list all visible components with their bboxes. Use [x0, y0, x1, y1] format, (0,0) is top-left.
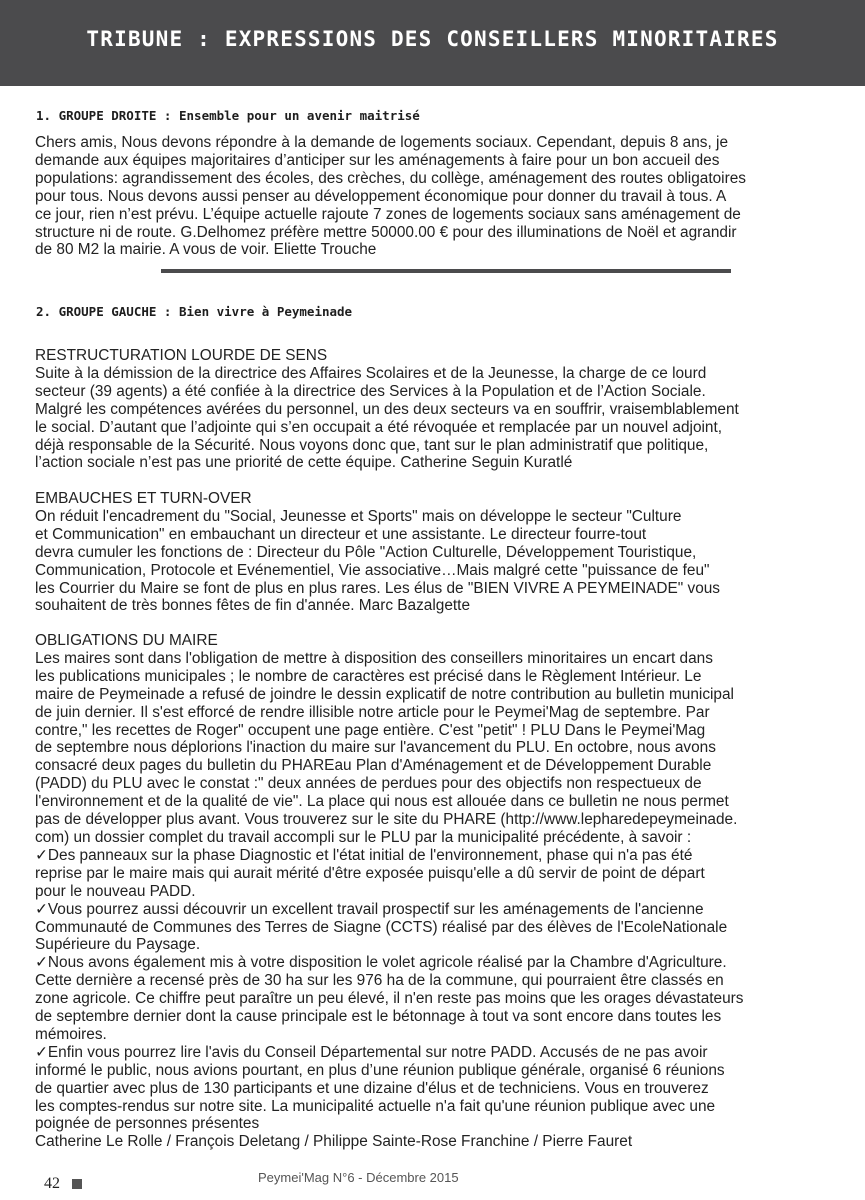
text-line: Chers amis, Nous devons répondre à la demande de logements sociaux. Cependant, depuis 8 ans, je	[35, 134, 728, 151]
text-line: Les maires sont dans l'obligation de mettre à disposition des conseillers minoritaires un encart dans	[35, 649, 713, 667]
text-line: EMBAUCHES ET TURN-OVER	[35, 490, 252, 507]
page-number: 42	[44, 1175, 60, 1192]
text-line: On réduit l'encadrement du "Social, Jeunesse et Sports" mais on développe le secteur "Culture	[35, 507, 682, 525]
text-line: ✓Enfin vous pourrez lire l'avis du Conseil Départemental sur notre PADD. Accusés de ne pas avoir	[35, 1043, 708, 1061]
text-line: structure ni de route. G.Delhomez préfère mettre 50000.00 € pour des illuminations de Noël et agrandir	[35, 223, 737, 241]
text-line: reprise par le maire mais qui aurait mérité d'être exposée puisqu'elle a dû servir de point de départ	[35, 864, 705, 882]
text-line: secteur (39 agents) a été confiée à la directrice des Services à la Population et de l’Action Sociale.	[35, 382, 706, 400]
text-line: les publications municipales ; le nombre de caractères est précisé dans le Règlement Intérieur. Le	[35, 667, 702, 685]
section-divider	[161, 269, 731, 273]
section2-heading: 2. GROUPE GAUCHE : Bien vivre à Peymeinade	[36, 304, 353, 319]
text-line: ce jour, rien n’est prévu. L’équipe actuelle rajoute 7 zones de logements sociaux sans aménagement de	[35, 205, 741, 223]
text-line: com) un dossier complet du travail accompli sur le PLU par la municipalité précédente, à savoir :	[35, 828, 692, 846]
text-line: Catherine Le Rolle / François Deletang / Philippe Sainte-Rose Franchine / Pierre Fauret	[35, 1133, 633, 1151]
text-line: Communication, Protocole et Evénementiel, Vie associative…Mais malgré cette "puissance de feu"	[35, 561, 710, 579]
section1-body	[35, 134, 835, 259]
text-line: de 80 M2 la mairie. A vous de voir. Eliette Trouche	[35, 241, 377, 259]
text-line: informé le public, nous avions pourtant, en plus d’une réunion publique générale, organisé 6 réunions	[35, 1061, 725, 1079]
text-line: ✓Vous pourrez aussi découvrir un excellent travail prospectif sur les aménagements de l'ancienne	[35, 900, 704, 918]
text-line: l’action sociale n’est pas une priorité de cette équipe. Catherine Seguin Kuratlé	[35, 454, 573, 472]
text-line: les comptes-rendus sur notre site. La municipalité actuelle n'a fait qu'une réunion publique avec une	[35, 1097, 716, 1115]
text-line: consacré deux pages du bulletin du PHAREau Plan d'Aménagement et de Développement Durable	[35, 757, 712, 775]
text-line: demande aux équipes majoritaires d’anticiper sur les aménagements à faire pour un bon accueil des	[35, 151, 720, 169]
text-line: OBLIGATIONS DU MAIRE	[35, 632, 218, 649]
text-line: le social. D’autant que l’adjointe qui s’en occupait a été révoquée et remplacée par un nouvel adjoint,	[35, 418, 723, 436]
text-line: pas de développer plus avant. Vous trouverez sur le site du PHARE (http://www.lepharedepeymeinade.	[35, 811, 738, 829]
text-line: souhaitent de très bonnes fêtes de fin d'année. Marc Bazalgette	[35, 597, 471, 615]
section2-block-embauches	[35, 490, 835, 615]
text-line: de juin dernier. Il s'est efforcé de rendre illisible notre article pour le Peymei'Mag de septembre. Par	[35, 703, 710, 721]
section2-block-restructuration	[35, 347, 835, 472]
text-line: Malgré les compétences avérées du personnel, un des deux secteurs va en souffrir, vraisemblablement	[35, 400, 739, 418]
text-line: pour le nouveau PADD.	[35, 882, 196, 900]
text-line: l'environnement et de la qualité de vie". La place qui nous est allouée dans ce bulletin ne nous permet	[35, 793, 729, 811]
text-line: maire de Peymeinade a refusé de joindre le dessin explicatif de notre contribution au bulletin municipal	[35, 685, 734, 703]
text-line: (PADD) du PLU avec le constat :" deux années de perdues pour des objectifs non respectueux de	[35, 775, 702, 793]
footer-page-number	[44, 1175, 82, 1193]
text-line: Communauté de Communes des Terres de Siagne (CCTS) réalisé par des élèves de l'EcoleNationale	[35, 918, 728, 936]
text-line: mémoires.	[35, 1025, 107, 1043]
text-line: zone agricole. Ce chiffre peut paraître un peu élevé, il n'en reste pas moins que les orages dévastateurs	[35, 990, 744, 1008]
square-icon	[72, 1179, 82, 1189]
footer-magazine: Peymei'Mag N°6 - Décembre 2015	[258, 1170, 459, 1185]
page-banner	[0, 0, 865, 86]
text-line: RESTRUCTURATION LOURDE DE SENS	[35, 347, 328, 364]
text-line: ✓Des panneaux sur la phase Diagnostic et l'état initial de l'environnement, phase qui n'a pas été	[35, 846, 693, 864]
text-line: de septembre dernier dont la cause principale est le bétonnage à tout va sont encore dans toutes les	[35, 1008, 722, 1026]
section2-block-obligations	[35, 632, 835, 1151]
text-line: pour tous. Nous devons aussi penser au développement économique pour donner du travail à tous. A	[35, 187, 727, 205]
text-line: les Courrier du Maire se font de plus en plus rares. Les élus de "BIEN VIVRE A PEYMEINADE" vous	[35, 579, 721, 597]
section1-heading: 1. GROUPE DROITE : Ensemble pour un avenir maitrisé	[36, 108, 420, 123]
text-line: de quartier avec plus de 130 participants et une dizaine d'élus et de techniciens. Vous en trouverez	[35, 1079, 709, 1097]
text-line: populations: agrandissement des écoles, des crèches, du collège, aménagement des routes obligatoires	[35, 169, 746, 187]
text-line: Suite à la démission de la directrice des Affaires Scolaires et de la Jeunesse, la charge de ce lourd	[35, 364, 707, 382]
text-line: contre," les recettes de Roger" occupent une page entière. C'est "petit" ! PLU Dans le Peymei'Mag	[35, 721, 706, 739]
text-line: poignée de personnes présentes	[35, 1115, 260, 1133]
text-line: Cette dernière a recensé près de 30 ha sur les 976 ha de la commune, qui pourraient être classés en	[35, 972, 724, 990]
text-line: de septembre nous déplorions l'inaction du maire sur l'avancement du PLU. En octobre, nous avons	[35, 739, 716, 757]
text-line: devra cumuler les fonctions de : Directeur du Pôle "Action Culturelle, Développement Touristique,	[35, 543, 697, 561]
text-line: ✓Nous avons également mis à votre disposition le volet agricole réalisé par la Chambre d'Agriculture.	[35, 954, 727, 972]
text-line: Supérieure du Paysage.	[35, 936, 201, 954]
text-line: déjà responsable de la Sécurité. Nous voyons donc que, tant sur le plan administratif que politique,	[35, 436, 709, 454]
banner-title: TRIBUNE : EXPRESSIONS DES CONSEILLERS MINORITAIRES	[86, 27, 779, 51]
text-line: et Communication" en embauchant un directeur et une assistante. Le directeur fourre-tout	[35, 525, 647, 543]
